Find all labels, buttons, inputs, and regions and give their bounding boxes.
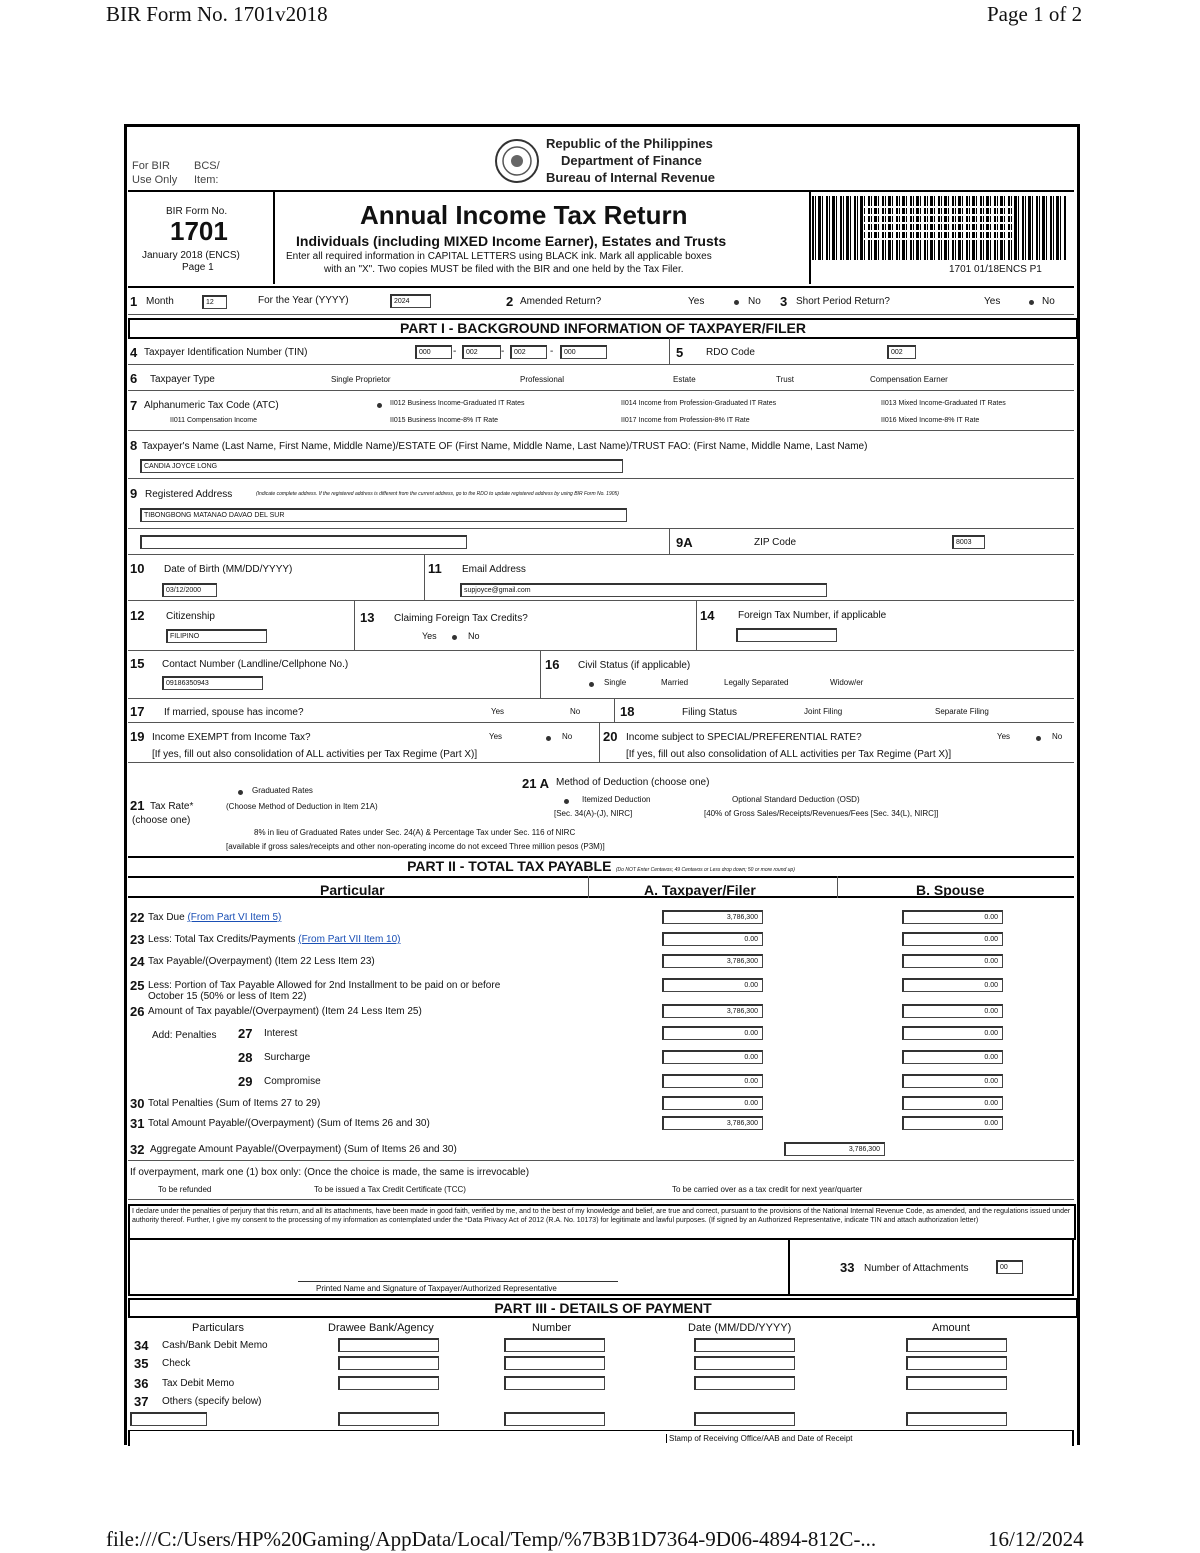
amended-no[interactable]: No bbox=[748, 296, 761, 307]
method-label: Method of Deduction (choose one) bbox=[556, 777, 710, 788]
email-field[interactable]: supjoyce@gmail.com bbox=[460, 583, 827, 597]
atc-option[interactable]: II011 Compensation Income bbox=[170, 417, 258, 424]
item-label bbox=[148, 934, 401, 945]
radio-selected[interactable] bbox=[564, 799, 569, 804]
overpay-carryover[interactable]: To be carried over as a tax credit for next year/quarter bbox=[672, 1185, 863, 1194]
use-only-label: Use Only bbox=[132, 174, 178, 186]
name-field[interactable]: CANDIA JOYCE LONG bbox=[140, 459, 623, 473]
stamp-edge-left bbox=[128, 1430, 130, 1446]
item-label-text: Less: Portion of Tax Payable Allowed for 2nd Installment to be paid on or before bbox=[148, 980, 501, 991]
item-number: 26 bbox=[130, 1004, 145, 1019]
add-penalties-label: Add: Penalties bbox=[152, 1030, 217, 1041]
spouse-amount[interactable]: 0.00 bbox=[902, 978, 1003, 992]
item-link[interactable]: (From Part VII Item 10) bbox=[298, 934, 401, 945]
drawee-field[interactable] bbox=[338, 1376, 439, 1390]
item-number: 7 bbox=[130, 398, 138, 413]
item-number: 32 bbox=[130, 1142, 145, 1157]
eight-percent-option[interactable]: 8% in lieu of Graduated Rates under Sec. 24(A) & Percentage Tax under Sec. 116 of NIRC bbox=[254, 828, 576, 837]
item-number: 1 bbox=[130, 294, 138, 309]
form-page: Page 1 bbox=[182, 262, 214, 273]
exempt-no[interactable]: No bbox=[562, 732, 573, 741]
part3-title: PART III - DETAILS OF PAYMENT bbox=[128, 1298, 1078, 1318]
item-number: 9 bbox=[130, 486, 138, 501]
row-citizenship bbox=[128, 600, 1074, 651]
ftc-yes[interactable]: Yes bbox=[422, 631, 437, 641]
name-label: Taxpayer's Name (Last Name, First Name, Middle Name)/ESTATE OF (First Name, Middle Name, Last Name)/TRUST FAO: (First Name, Middle Name, Last Name) bbox=[142, 441, 868, 452]
taxpayer-amount[interactable]: 3,786,300 bbox=[662, 1004, 763, 1018]
item-number: 12 bbox=[130, 608, 145, 623]
radio-selected[interactable] bbox=[589, 682, 594, 687]
radio-selected[interactable] bbox=[452, 635, 457, 640]
item-label bbox=[148, 912, 281, 923]
item-number: 16 bbox=[545, 657, 560, 672]
item-number: 37 bbox=[134, 1394, 149, 1409]
signature-line[interactable] bbox=[298, 1281, 618, 1282]
others-date-field[interactable] bbox=[694, 1412, 795, 1426]
radio-selected[interactable] bbox=[1036, 736, 1041, 741]
itemized-note: [Sec. 34(A)-(J), NIRC] bbox=[554, 809, 633, 818]
row-contact-civil bbox=[128, 650, 1074, 699]
item-number: 27 bbox=[238, 1026, 253, 1041]
part1-title: PART I - BACKGROUND INFORMATION OF TAXPAYER/FILER bbox=[128, 318, 1078, 339]
divider bbox=[669, 338, 670, 364]
item-number: 3 bbox=[780, 294, 788, 309]
spouse-yes[interactable]: Yes bbox=[491, 707, 505, 716]
divider bbox=[788, 1238, 790, 1294]
item-number: 13 bbox=[360, 610, 375, 625]
rdo-field[interactable]: 002 bbox=[887, 345, 916, 359]
address-label: Registered Address bbox=[145, 489, 233, 500]
print-footer-date: 16/12/2024 bbox=[988, 1527, 1084, 1551]
ftc-label: Claiming Foreign Tax Credits? bbox=[394, 613, 528, 624]
item-link[interactable]: (From Part VI Item 5) bbox=[187, 912, 282, 923]
filing-joint[interactable]: Joint Filing bbox=[804, 707, 843, 716]
item-number: 15 bbox=[130, 656, 145, 671]
item-number: 6 bbox=[130, 371, 138, 386]
spouse-amount[interactable]: 0.00 bbox=[902, 954, 1003, 968]
item-label-text: Amount of Tax payable/(Overpayment) (Item 24 Less Item 25) bbox=[148, 1006, 422, 1017]
tin-label: Taxpayer Identification Number (TIN) bbox=[144, 347, 308, 358]
tin-field-2[interactable]: 002 bbox=[462, 345, 501, 359]
exempt-note: [If yes, fill out also consolidation of ALL activities per Tax Regime (Part X)] bbox=[152, 749, 478, 760]
item-label bbox=[264, 1052, 310, 1063]
month-field[interactable]: 12 bbox=[202, 295, 227, 309]
spouse-amount[interactable]: 0.00 bbox=[902, 910, 1003, 924]
barcode-text: 1701 01/18ENCS P1 bbox=[949, 264, 1042, 275]
payment-row-label: Check bbox=[162, 1358, 191, 1369]
atc-option[interactable]: II016 Mixed Income-8% IT Rate bbox=[881, 417, 980, 424]
osd-note: [40% of Gross Sales/Receipts/Revenues/Fees [Sec. 34(L), NIRC]] bbox=[704, 809, 939, 818]
civil-married[interactable]: Married bbox=[661, 678, 689, 687]
item-label bbox=[148, 980, 500, 991]
stamp-line bbox=[128, 1430, 1074, 1431]
divider bbox=[837, 876, 838, 898]
divider bbox=[588, 876, 589, 898]
drawee-field[interactable] bbox=[338, 1338, 439, 1352]
radio-selected[interactable] bbox=[238, 790, 243, 795]
item-number: 30 bbox=[130, 1096, 145, 1111]
ftn-label: Foreign Tax Number, if applicable bbox=[738, 610, 887, 621]
drawee-field[interactable] bbox=[338, 1356, 439, 1370]
amount-field[interactable] bbox=[906, 1356, 1007, 1370]
item-number: 5 bbox=[676, 345, 684, 360]
rdo-label: RDO Code bbox=[706, 347, 755, 358]
aggregate-label: Aggregate Amount Payable/(Overpayment) (Sum of Items 26 and 30) bbox=[150, 1144, 457, 1155]
attachments-label: Number of Attachments bbox=[864, 1263, 969, 1274]
item-label-text: Less: Total Tax Credits/Payments bbox=[148, 934, 296, 945]
part2-title-row bbox=[128, 858, 1074, 874]
republic-label: Republic of the Philippines bbox=[546, 136, 713, 151]
divider bbox=[614, 698, 615, 722]
amended-yes[interactable]: Yes bbox=[688, 296, 705, 307]
for-bir-label: For BIR bbox=[132, 160, 170, 172]
taxpayer-amount[interactable]: 0.00 bbox=[662, 1026, 763, 1040]
tax-rate-label: Tax Rate* bbox=[150, 801, 194, 812]
col-particulars: Particulars bbox=[192, 1322, 244, 1334]
short-yes[interactable]: Yes bbox=[984, 296, 1001, 307]
year-field[interactable]: 2024 bbox=[390, 294, 431, 308]
dob-field[interactable]: 03/12/2000 bbox=[162, 583, 217, 597]
form-subtitle: Individuals (including MIXED Income Earner), Estates and Trusts bbox=[296, 233, 727, 249]
civil-widower[interactable]: Widow/er bbox=[830, 678, 864, 687]
item-number: 31 bbox=[130, 1116, 145, 1131]
dob-label: Date of Birth (MM/DD/YYYY) bbox=[164, 564, 293, 575]
item-number: 20 bbox=[603, 729, 618, 744]
number-field[interactable] bbox=[504, 1338, 605, 1352]
item-label bbox=[264, 1028, 297, 1039]
spouse-label: If married, spouse has income? bbox=[164, 707, 304, 718]
others-specify-field[interactable] bbox=[130, 1412, 207, 1426]
exempt-label: Income EXEMPT from Income Tax? bbox=[152, 732, 311, 743]
date-field[interactable] bbox=[694, 1376, 795, 1390]
year-label: For the Year (YYYY) bbox=[258, 295, 349, 306]
others-amount-field[interactable] bbox=[906, 1412, 1007, 1426]
filing-separate[interactable]: Separate Filing bbox=[935, 707, 989, 716]
eight-percent-note: [available if gross sales/receipts and other non-operating income do not exceed Three million pesos (P3M)] bbox=[226, 842, 605, 851]
address-note: (Indicate complete address. If the registered address is different from the current address, go to the RDO to update registered address by using BIR Form No. 1905) bbox=[256, 491, 619, 497]
zip-field[interactable]: 8003 bbox=[952, 535, 985, 549]
instructions-line1: Enter all required information in CAPITAL LETTERS using BLACK ink. Mark all applicable boxes bbox=[286, 251, 712, 262]
print-header-title: BIR Form No. 1701v2018 bbox=[106, 2, 328, 26]
item-number: 11 bbox=[428, 561, 442, 576]
payment-row-label: Tax Debit Memo bbox=[162, 1378, 235, 1389]
col-taxpayer: A. Taxpayer/Filer bbox=[644, 882, 756, 898]
itemized-deduction[interactable]: Itemized Deduction bbox=[582, 795, 651, 804]
radio-selected[interactable] bbox=[546, 736, 551, 741]
special-no[interactable]: No bbox=[1052, 732, 1063, 741]
tax-rate-choose: (choose one) bbox=[132, 815, 191, 826]
atc-option[interactable]: II013 Mixed Income-Graduated IT Rates bbox=[881, 400, 1006, 407]
taxpayer-amount[interactable]: 0.00 bbox=[662, 1096, 763, 1110]
item-label bbox=[148, 1118, 430, 1129]
amount-field[interactable] bbox=[906, 1338, 1007, 1352]
tin-dash: - bbox=[501, 346, 505, 357]
item-number: 25 bbox=[130, 978, 145, 993]
item-number: 8 bbox=[130, 438, 138, 453]
form-no-label: BIR Form No. bbox=[166, 206, 228, 217]
item-label-text: Total Amount Payable/(Overpayment) (Sum of Items 26 and 30) bbox=[148, 1118, 430, 1129]
divider bbox=[354, 600, 355, 650]
type-estate[interactable]: Estate bbox=[673, 375, 696, 384]
tin-field-1[interactable]: 000 bbox=[415, 345, 452, 359]
item-label-text: Total Penalties (Sum of Items 27 to 29) bbox=[148, 1098, 321, 1109]
divider bbox=[599, 722, 600, 762]
item-number: 21 bbox=[130, 798, 145, 813]
attachments-field[interactable]: 00 bbox=[996, 1260, 1023, 1274]
tin-field-3[interactable]: 002 bbox=[510, 345, 547, 359]
civil-legally-separated[interactable]: Legally Separated bbox=[724, 678, 789, 687]
barcode-overlay bbox=[864, 206, 1014, 246]
divider bbox=[696, 600, 697, 650]
part2-title-note: (Do NOT Enter Centavos; 49 Centavos or Less drop down; 50 or more round up) bbox=[615, 867, 795, 873]
citizenship-field[interactable]: FILIPINO bbox=[166, 629, 267, 643]
item-number: 22 bbox=[130, 910, 145, 925]
divider bbox=[540, 650, 541, 698]
contact-label: Contact Number (Landline/Cellphone No.) bbox=[162, 659, 349, 670]
instructions-line2: with an "X". Two copies MUST be filed with the BIR and one held by the Tax Filer. bbox=[324, 264, 684, 275]
payment-row-label: Others (specify below) bbox=[162, 1396, 262, 1407]
spouse-amount[interactable]: 0.00 bbox=[902, 1096, 1003, 1110]
short-no[interactable]: No bbox=[1042, 296, 1055, 307]
item-label-text: Tax Payable/(Overpayment) (Item 22 Less Item 23) bbox=[148, 956, 375, 967]
item-number: 18 bbox=[620, 704, 635, 719]
tin-field-4[interactable]: 000 bbox=[560, 345, 607, 359]
taxpayer-amount[interactable]: 0.00 bbox=[662, 932, 763, 946]
type-trust[interactable]: Trust bbox=[776, 375, 794, 384]
part2-title: PART II - TOTAL TAX PAYABLE bbox=[407, 858, 612, 874]
taxpayer-amount[interactable]: 3,786,300 bbox=[662, 910, 763, 924]
citizenship-label: Citizenship bbox=[166, 611, 215, 622]
filing-label: Filing Status bbox=[682, 707, 738, 718]
item-number: 34 bbox=[134, 1338, 149, 1353]
type-single-proprietor[interactable]: Single Proprietor bbox=[331, 375, 391, 384]
col-particular: Particular bbox=[320, 882, 385, 898]
date-field[interactable] bbox=[694, 1338, 795, 1352]
divider bbox=[669, 528, 670, 554]
declaration-box: I declare under the penalties of perjury that this return, and all its attachments, have been made in good faith, verified by me, and to the best of my knowledge and belief, are true and correct, pursuant to the provisions of the National Internal Revenue Code, as amended, and the regulations issued under authority thereof. Further, I give my consent to the processing of my information as contemplated under the *Data Privacy Act of 2012 (R.A. No. 10173) for legitimate and lawful purposes. (If signed by an Authorized Representative, indicate TIN and attach authorization letter) bbox=[128, 1204, 1076, 1240]
address-field[interactable]: TIBONGBONG MATANAO DAVAO DEL SUR bbox=[140, 508, 627, 522]
graduated-note: (Choose Method of Deduction in Item 21A) bbox=[226, 802, 378, 811]
bcs-label: BCS/ bbox=[194, 160, 220, 172]
divider bbox=[424, 554, 425, 600]
address-field-2[interactable] bbox=[140, 535, 467, 549]
tin-dash: - bbox=[550, 346, 554, 357]
item-label: Item: bbox=[194, 174, 219, 186]
form-title: Annual Income Tax Return bbox=[360, 200, 688, 230]
bir-form-1701 bbox=[124, 124, 1078, 1446]
row-overpayment bbox=[128, 1160, 1074, 1200]
item-number: 19 bbox=[130, 729, 145, 744]
aggregate-amount[interactable]: 3,786,300 bbox=[784, 1142, 885, 1156]
taxpayer-type-label: Taxpayer Type bbox=[150, 374, 215, 385]
item-number: 17 bbox=[130, 704, 145, 719]
item-number: 4 bbox=[130, 345, 138, 360]
taxpayer-amount[interactable]: 0.00 bbox=[662, 1050, 763, 1064]
taxpayer-amount[interactable]: 0.00 bbox=[662, 1074, 763, 1088]
exempt-yes[interactable]: Yes bbox=[489, 732, 503, 741]
taxpayer-amount[interactable]: 3,786,300 bbox=[662, 1116, 763, 1130]
amount-field[interactable] bbox=[906, 1376, 1007, 1390]
special-note: [If yes, fill out also consolidation of ALL activities per Tax Regime (Part X)] bbox=[626, 749, 952, 760]
item-number: 24 bbox=[130, 954, 145, 969]
stamp-label: Stamp of Receiving Office/AAB and Date of Receipt bbox=[666, 1434, 853, 1443]
col-date: Date (MM/DD/YYYY) bbox=[688, 1322, 792, 1334]
special-yes[interactable]: Yes bbox=[997, 732, 1011, 741]
item-number: 21 A bbox=[522, 776, 549, 791]
item-label-line2: October 15 (50% or less of Item 22) bbox=[148, 991, 307, 1002]
item-number: 33 bbox=[840, 1260, 855, 1275]
item-label bbox=[148, 1006, 422, 1017]
item-label-text: Compromise bbox=[264, 1076, 321, 1087]
item-number: 10 bbox=[130, 561, 145, 576]
col-number: Number bbox=[532, 1322, 572, 1334]
tin-dash: - bbox=[453, 346, 457, 357]
radio-selected[interactable] bbox=[377, 403, 382, 408]
spouse-amount[interactable]: 0.00 bbox=[902, 1026, 1003, 1040]
short-period-label: Short Period Return? bbox=[796, 296, 890, 307]
atc-option[interactable]: II012 Business Income-Graduated IT Rates bbox=[390, 400, 525, 407]
item-number: 28 bbox=[238, 1050, 253, 1065]
print-footer-path: file:///C:/Users/HP%20Gaming/AppData/Local/Temp/%7B3B1D7364-9D06-4894-812C-... bbox=[106, 1527, 877, 1551]
col-amount: Amount bbox=[932, 1322, 970, 1334]
taxpayer-amount[interactable]: 0.00 bbox=[662, 978, 763, 992]
payment-row-label: Cash/Bank Debit Memo bbox=[162, 1340, 268, 1351]
graduated-rates[interactable]: Graduated Rates bbox=[252, 786, 313, 795]
department-label: Department of Finance bbox=[561, 153, 702, 168]
radio-selected[interactable] bbox=[734, 300, 739, 305]
email-label: Email Address bbox=[462, 564, 526, 575]
signature-label: Printed Name and Signature of Taxpayer/Authorized Representative bbox=[316, 1284, 557, 1293]
overpay-tcc[interactable]: To be issued a Tax Credit Certificate (TCC) bbox=[314, 1185, 466, 1194]
item-label bbox=[148, 1098, 320, 1109]
spouse-amount[interactable]: 0.00 bbox=[902, 1074, 1003, 1088]
others-number-field[interactable] bbox=[504, 1412, 605, 1426]
atc-label: Alphanumeric Tax Code (ATC) bbox=[144, 400, 279, 411]
item-number: 36 bbox=[134, 1376, 149, 1391]
contact-field[interactable]: 09186350943 bbox=[162, 676, 263, 690]
item-number: 29 bbox=[238, 1074, 253, 1089]
others-drawee-field[interactable] bbox=[338, 1412, 439, 1426]
number-field[interactable] bbox=[504, 1356, 605, 1370]
special-label: Income subject to SPECIAL/PREFERENTIAL RATE? bbox=[626, 732, 862, 743]
spouse-amount[interactable]: 0.00 bbox=[902, 1004, 1003, 1018]
type-compensation-earner[interactable]: Compensation Earner bbox=[870, 375, 948, 384]
bureau-label: Bureau of Internal Revenue bbox=[546, 170, 716, 185]
item-label-text: Tax Due bbox=[148, 912, 185, 923]
item-number: 9A bbox=[676, 535, 693, 550]
overpayment-label: If overpayment, mark one (1) box only: (Once the choice is made, the same is irrevocable) bbox=[130, 1167, 530, 1178]
stamp-edge-right bbox=[1072, 1430, 1074, 1446]
ftc-no[interactable]: No bbox=[468, 631, 480, 641]
overpay-refund[interactable]: To be refunded bbox=[158, 1185, 212, 1194]
civil-label: Civil Status (if applicable) bbox=[578, 660, 691, 671]
item-number: 2 bbox=[506, 294, 514, 309]
zip-label: ZIP Code bbox=[754, 537, 797, 548]
spouse-amount[interactable]: 0.00 bbox=[902, 1116, 1003, 1130]
osd-option[interactable]: Optional Standard Deduction (OSD) bbox=[732, 795, 860, 804]
print-header-page: Page 1 of 2 bbox=[987, 2, 1083, 26]
number-field[interactable] bbox=[504, 1376, 605, 1390]
atc-option[interactable]: II017 Income from Profession-8% IT Rate bbox=[621, 417, 750, 424]
civil-single[interactable]: Single bbox=[604, 678, 627, 687]
item-number: 35 bbox=[134, 1356, 149, 1371]
date-field[interactable] bbox=[694, 1356, 795, 1370]
item-number: 23 bbox=[130, 932, 145, 947]
form-number: 1701 bbox=[170, 216, 228, 246]
item-number: 14 bbox=[700, 608, 715, 623]
item-label-text: Surcharge bbox=[264, 1052, 311, 1063]
bir-seal-icon bbox=[494, 138, 540, 184]
item-label-text: Interest bbox=[264, 1028, 298, 1039]
taxpayer-amount[interactable]: 3,786,300 bbox=[662, 954, 763, 968]
amended-label: Amended Return? bbox=[520, 296, 602, 307]
ftn-field[interactable] bbox=[736, 628, 837, 642]
spouse-amount[interactable]: 0.00 bbox=[902, 1050, 1003, 1064]
radio-selected[interactable] bbox=[1029, 300, 1034, 305]
item-label bbox=[264, 1076, 321, 1087]
atc-option[interactable]: II014 Income from Profession-Graduated IT Rates bbox=[621, 400, 777, 407]
form-version: January 2018 (ENCS) bbox=[142, 250, 240, 261]
month-label: Month bbox=[146, 296, 174, 307]
col-spouse: B. Spouse bbox=[916, 882, 985, 898]
spouse-no[interactable]: No bbox=[570, 707, 581, 716]
col-drawee: Drawee Bank/Agency bbox=[328, 1322, 434, 1334]
item-label bbox=[148, 956, 375, 967]
atc-option[interactable]: II015 Business Income-8% IT Rate bbox=[390, 417, 499, 424]
spouse-amount[interactable]: 0.00 bbox=[902, 932, 1003, 946]
type-professional[interactable]: Professional bbox=[520, 375, 565, 384]
